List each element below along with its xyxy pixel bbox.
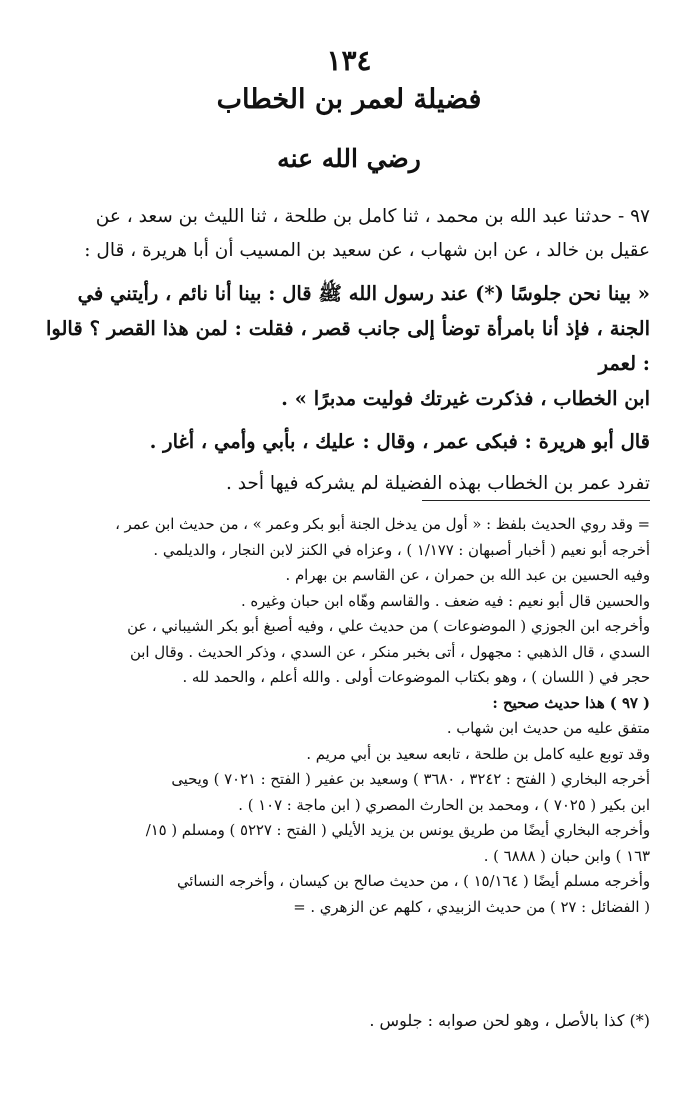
note-line: والحسين قال أبو نعيم : فيه ضعف . والقاسم وهّاه ابن حبان وغيره . [240,592,650,610]
note-line: = وقد روي الحديث بلفظ : « أول من يدخل الجنة أبو بكر وعمر » ، من حديث ابن عمر ، [115,516,650,533]
isnad-line-1: ٩٧ - حدثنا عبد الله بن محمد ، ثنا كامل بن طلحة ، ثنا الليث بن سعد ، عن [95,206,650,227]
asterisk-footnote: (*) كذا بالأصل ، وهو لحن صوابه : جلوس . [369,1011,650,1030]
note-heading: ( ٩٧ ) هذا حديث صحيح : [492,694,650,712]
note-line: متفق عليه من حديث ابن شهاب . [446,720,650,737]
note-line: وفيه الحسين بن عبد الله بن حمران ، عن القاسم بن بهرام . [285,567,650,584]
matn-line-2: الجنة ، فإذ أنا بامرأة توضأ إلى جانب قصر ، فقلت : لمن هذا القصر ؟ قالوا : لعمر [46,317,650,375]
matn-line-1: « بينا نحن جلوسًا (*) عند رسول الله ﷺ قال : بينا أنا نائم ، رأيتني في [77,282,650,305]
note-line: وأخرجه مسلم أيضًا ( ١٥/١٦٤ ) ، من حديث صالح بن كيسان ، وأخرجه النسائي [176,873,650,890]
footnotes-block [44,512,650,920]
note-line: السدي ، قال الذهبي : مجهول ، أتى بخبر منكر ، عن السدي ، وذكر الحديث . وقال ابن [130,643,650,661]
main-text [46,200,650,501]
tafarrud-line: تفرد عمر بن الخطاب بهذه الفضيلة لم يشركه فيها أحد . [225,473,650,494]
note-line: أخرجه البخاري ( الفتح : ٣٢٤٢ ، ٣٦٨٠ ) وسعيد بن عفير ( الفتح : ٧٠٢١ ) ويحيى [171,771,650,788]
note-line: حجر في ( اللسان ) ، وهو بكتاب الموضوعات أولى . والله أعلم ، والحمد لله . [182,669,650,686]
page-number: ١٣٤ [326,44,372,77]
note-line: ( الفضائل : ٢٧ ) من حديث الزبيدي ، كلهم عن الزهري . = [293,898,650,916]
footnote-divider [422,500,650,501]
abu-hurayra-line: قال أبو هريرة : فبكى عمر ، وقال : عليك ، بأبي وأمي ، أغار . [149,430,650,453]
isnad-line-2: عقيل بن خالد ، عن ابن شهاب ، عن سعيد بن المسيب أن أبا هريرة ، قال : [84,240,650,261]
note-line: ابن بكير ( ٧٠٢٥ ) ، ومحمد بن الحارث المصري ( ابن ماجة : ١٠٧ ) . [238,796,650,814]
note-line: وأخرجه ابن الجوزي ( الموضوعات ) من حديث علي ، وفيه أصبغ أبو بكر الشيباني ، عن [127,618,650,635]
note-line: وأخرجه البخاري أيضًا من طريق يونس بن يزيد الأيلي ( الفتح : ٥٢٢٧ ) ومسلم ( ١٥/ [145,822,650,839]
matn-line-3: ابن الخطاب ، فذكرت غيرتك فوليت مدبرًا » . [281,387,650,410]
chapter-title: فضيلة لعمر بن الخطاب [216,84,482,115]
chapter-subtitle: رضي الله عنه [277,144,421,173]
note-line: وقد توبع عليه كامل بن طلحة ، تابعه سعيد بن أبي مريم . [306,745,650,763]
note-line: أخرجه أبو نعيم ( أخبار أصبهان : ١/١٧٧ ) ، وعزاه في الكنز لابن النجار ، والديلمي . [153,541,650,559]
note-line: ١٦٣ ) وابن حبان ( ٦٨٨٨ ) . [483,847,650,865]
